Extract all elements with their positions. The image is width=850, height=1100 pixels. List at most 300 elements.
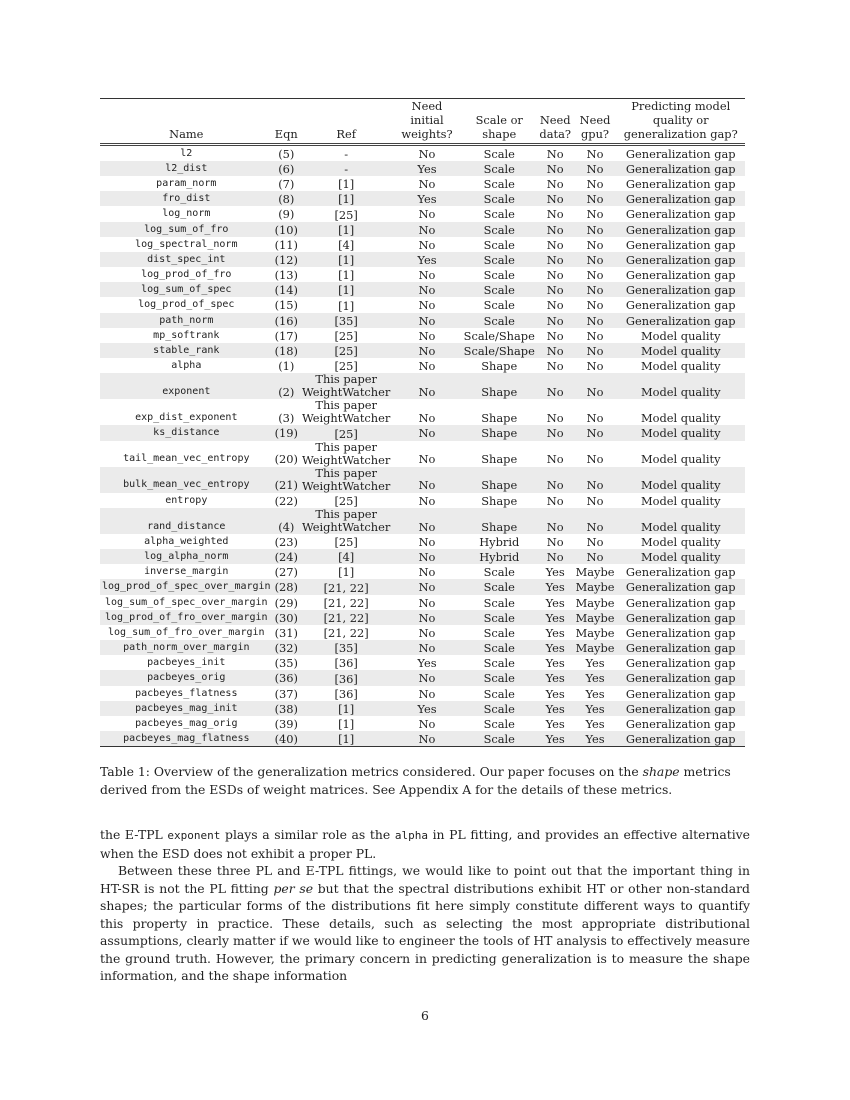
cell-gpu: No: [586, 534, 604, 549]
cell-ref: This paper WeightWatcher: [301, 372, 391, 400]
cell-pred: Generalization gap: [625, 610, 736, 625]
cell-scale: Scale: [483, 686, 515, 701]
cell-pred: Generalization gap: [625, 686, 736, 701]
table-row: [100, 564, 745, 579]
cell-gpu: No: [586, 146, 604, 161]
cell-gpu: Maybe: [575, 610, 615, 625]
text: in PL fitting, and provides an effective alternative when the ESD does not exhibit a proper PL.: [100, 827, 751, 861]
cell-name: mp_softrank: [153, 329, 220, 341]
cell-pred: Generalization gap: [625, 237, 736, 252]
cell-name: pacbeyes_init: [147, 657, 226, 669]
cell-data: No: [546, 313, 564, 328]
cell-data: No: [546, 452, 564, 467]
table-row: [100, 313, 745, 328]
cell-name: pacbeyes_mag_orig: [135, 718, 238, 730]
metrics-table: [100, 98, 745, 747]
column-header: Need initial weights?: [392, 99, 461, 145]
cell-ref: This paper WeightWatcher: [301, 465, 391, 493]
cell-ref: [21, 22]: [323, 580, 369, 595]
cell-name: stable_rank: [153, 345, 220, 357]
cell-init: No: [418, 328, 436, 343]
cell-eqn: (21): [274, 478, 298, 493]
cell-init: Yes: [417, 161, 437, 176]
cell-data: Yes: [545, 717, 565, 732]
cell-pred: Generalization gap: [625, 641, 736, 656]
cell-init: No: [418, 268, 436, 283]
cell-data: Yes: [545, 625, 565, 640]
cell-gpu: No: [586, 268, 604, 283]
cell-data: Yes: [545, 595, 565, 610]
cell-gpu: Maybe: [575, 625, 615, 640]
cell-data: Yes: [545, 686, 565, 701]
cell-scale: Scale/Shape: [463, 344, 535, 359]
cell-eqn: (5): [278, 146, 295, 161]
cell-pred: Generalization gap: [625, 701, 736, 716]
table-row: [100, 534, 745, 549]
cell-data: No: [546, 385, 564, 400]
cell-scale: Scale: [483, 701, 515, 716]
cell-gpu: No: [586, 411, 604, 426]
cell-ref: This paper WeightWatcher: [301, 439, 391, 467]
cell-pred: Model quality: [640, 328, 721, 343]
cell-scale: Scale/Shape: [463, 328, 535, 343]
cell-scale: Scale: [483, 298, 515, 313]
cell-data: Yes: [545, 701, 565, 716]
cell-eqn: (13): [274, 268, 298, 283]
cell-scale: Scale: [483, 207, 515, 222]
table-header-row: [100, 99, 745, 145]
cell-data: Yes: [545, 580, 565, 595]
cell-pred: Generalization gap: [625, 717, 736, 732]
cell-pred: Generalization gap: [625, 161, 736, 176]
table-row: [100, 579, 745, 594]
table-row: [100, 716, 745, 731]
cell-gpu: No: [586, 549, 604, 564]
cell-gpu: Maybe: [575, 595, 615, 610]
table-row: [100, 328, 745, 343]
cell-ref: [36]: [334, 671, 358, 686]
cell-name: l2: [180, 147, 193, 159]
cell-pred: Generalization gap: [625, 298, 736, 313]
cell-scale: Shape: [481, 385, 518, 400]
text: but that the spectral distributions exhibit HT or other non-standard shapes; the particular forms of the distributions fit here simply constitute different ways to quantify this property in practice. These details, such as selecting the most appropriate distributional assumptions, clearly matter if we would like to engineer the tools of HT analysis to effectively measure the ground truth. However, the primary concern in predicting generalization is to measure the shape information, and the shape information: [100, 880, 750, 983]
cell-pred: Generalization gap: [625, 192, 736, 207]
cell-init: No: [418, 411, 436, 426]
cell-ref: This paper WeightWatcher: [301, 506, 391, 534]
cell-name: log_sum_of_fro_over_margin: [108, 626, 265, 638]
cell-data: No: [546, 411, 564, 426]
table-row: [100, 373, 745, 399]
table-row: [100, 670, 745, 685]
cell-data: No: [546, 192, 564, 207]
cell-init: No: [418, 610, 436, 625]
cell-gpu: No: [586, 452, 604, 467]
cell-pred: Generalization gap: [625, 252, 736, 267]
cell-gpu: No: [586, 328, 604, 343]
cell-gpu: No: [586, 298, 604, 313]
cell-pred: Generalization gap: [625, 283, 736, 298]
cell-name: alpha_weighted: [144, 535, 229, 547]
table-row: [100, 610, 745, 625]
cell-ref: [35]: [334, 313, 358, 328]
cell-name: path_norm: [159, 314, 214, 326]
cell-data: No: [546, 534, 564, 549]
cell-eqn: (15): [274, 298, 298, 313]
cell-pred: Model quality: [640, 519, 721, 534]
cell-eqn: (35): [274, 656, 298, 671]
table-row: [100, 161, 745, 176]
cell-eqn: (18): [274, 344, 298, 359]
caption-text: Table 1: Overview of the generalization metrics considered. Our paper focuses on the: [100, 764, 643, 779]
cell-init: Yes: [417, 701, 437, 716]
cell-init: No: [418, 534, 436, 549]
cell-ref: [21, 22]: [323, 626, 369, 641]
cell-pred: Generalization gap: [625, 222, 736, 237]
cell-data: Yes: [545, 641, 565, 656]
cell-init: No: [418, 595, 436, 610]
cell-ref: [1]: [338, 298, 355, 313]
cell-eqn: (31): [274, 625, 298, 640]
cell-init: No: [418, 313, 436, 328]
cell-gpu: No: [586, 252, 604, 267]
cell-ref: [4]: [338, 550, 355, 565]
cell-data: Yes: [545, 732, 565, 747]
cell-name: log_sum_of_spec_over_margin: [105, 596, 268, 608]
cell-eqn: (6): [278, 161, 295, 176]
text: plays a similar role as the: [220, 827, 395, 842]
cell-name: inverse_margin: [144, 566, 229, 578]
cell-gpu: Yes: [585, 717, 605, 732]
body-text: [100, 826, 750, 985]
cell-name: path_norm_over_margin: [123, 642, 250, 654]
cell-init: No: [418, 686, 436, 701]
cell-name: log_prod_of_spec_over_margin: [102, 581, 271, 593]
table-row: [100, 358, 745, 373]
cell-init: No: [418, 717, 436, 732]
cell-scale: Scale: [483, 146, 515, 161]
cell-gpu: No: [586, 222, 604, 237]
cell-scale: Shape: [481, 411, 518, 426]
cell-scale: Scale: [483, 176, 515, 191]
table-row: [100, 493, 745, 508]
cell-ref: [25]: [334, 329, 358, 344]
page-number: 6: [421, 1008, 429, 1023]
cell-ref: [25]: [334, 359, 358, 374]
column-header: Name: [100, 99, 273, 145]
cell-gpu: No: [586, 359, 604, 374]
cell-scale: Scale: [483, 580, 515, 595]
cell-gpu: No: [586, 313, 604, 328]
column-header: Predicting model quality or generalization gap?: [616, 99, 745, 145]
cell-init: No: [418, 732, 436, 747]
cell-data: No: [546, 478, 564, 493]
cell-data: No: [546, 207, 564, 222]
cell-scale: Shape: [481, 452, 518, 467]
cell-name: param_norm: [156, 177, 217, 189]
cell-eqn: (40): [274, 732, 298, 747]
cell-name: log_sum_of_spec: [141, 284, 232, 296]
table-row: [100, 595, 745, 610]
cell-scale: Scale: [483, 641, 515, 656]
cell-name: tail_mean_vec_entropy: [123, 453, 250, 465]
cell-pred: Model quality: [640, 344, 721, 359]
table-row: [100, 686, 745, 701]
cell-init: No: [418, 385, 436, 400]
cell-eqn: (2): [278, 385, 295, 400]
table-row: [100, 343, 745, 358]
cell-name: exponent: [162, 386, 211, 398]
cell-pred: Model quality: [640, 478, 721, 493]
table-row: [100, 206, 745, 221]
cell-init: No: [418, 625, 436, 640]
cell-data: No: [546, 146, 564, 161]
cell-eqn: (19): [274, 426, 298, 441]
cell-init: Yes: [417, 252, 437, 267]
cell-data: No: [546, 328, 564, 343]
cell-eqn: (14): [274, 283, 298, 298]
cell-scale: Shape: [481, 359, 518, 374]
cell-init: No: [418, 344, 436, 359]
cell-init: No: [418, 237, 436, 252]
cell-scale: Shape: [481, 478, 518, 493]
paragraph: [100, 862, 750, 985]
cell-pred: Model quality: [640, 534, 721, 549]
cell-scale: Shape: [481, 493, 518, 508]
table-row: [100, 176, 745, 191]
table-row: [100, 640, 745, 655]
cell-eqn: (27): [274, 565, 298, 580]
cell-init: No: [418, 426, 436, 441]
cell-eqn: (10): [274, 222, 298, 237]
cell-scale: Scale: [483, 610, 515, 625]
cell-ref: [1]: [338, 732, 355, 747]
cell-init: No: [418, 478, 436, 493]
cell-data: No: [546, 237, 564, 252]
cell-ref: [21, 22]: [323, 595, 369, 610]
cell-eqn: (28): [274, 580, 298, 595]
cell-init: No: [418, 283, 436, 298]
table-row: [100, 549, 745, 564]
cell-ref: This paper WeightWatcher: [301, 398, 391, 426]
cell-init: No: [418, 176, 436, 191]
table-row: [100, 297, 745, 312]
cell-pred: Generalization gap: [625, 176, 736, 191]
cell-ref: [25]: [334, 426, 358, 441]
cell-scale: Scale: [483, 565, 515, 580]
cell-eqn: (22): [274, 493, 298, 508]
cell-pred: Generalization gap: [625, 207, 736, 222]
cell-data: No: [546, 222, 564, 237]
cell-eqn: (4): [278, 519, 295, 534]
column-header: Need gpu?: [574, 99, 617, 145]
cell-eqn: (23): [274, 534, 298, 549]
cell-eqn: (38): [274, 701, 298, 716]
cell-scale: Scale: [483, 283, 515, 298]
cell-name: l2_dist: [165, 162, 208, 174]
cell-eqn: (30): [274, 610, 298, 625]
table-row: [100, 625, 745, 640]
cell-gpu: Yes: [585, 671, 605, 686]
cell-init: No: [418, 222, 436, 237]
cell-scale: Scale: [483, 252, 515, 267]
cell-init: No: [418, 493, 436, 508]
cell-ref: [1]: [338, 253, 355, 268]
cell-ref: [25]: [334, 344, 358, 359]
cell-ref: [1]: [338, 717, 355, 732]
cell-gpu: No: [586, 161, 604, 176]
cell-init: No: [418, 452, 436, 467]
cell-data: No: [546, 549, 564, 564]
table-row: [100, 467, 745, 493]
cell-init: No: [418, 519, 436, 534]
cell-name: dist_spec_int: [147, 253, 226, 265]
table-row: [100, 252, 745, 267]
cell-name: log_norm: [162, 208, 211, 220]
cell-ref: [1]: [338, 192, 355, 207]
cell-init: No: [418, 641, 436, 656]
cell-eqn: (12): [274, 252, 298, 267]
cell-init: No: [418, 580, 436, 595]
cell-eqn: (39): [274, 717, 298, 732]
cell-init: Yes: [417, 192, 437, 207]
table-row: [100, 655, 745, 670]
cell-ref: [1]: [338, 565, 355, 580]
code-term: exponent: [167, 829, 221, 842]
cell-ref: [21, 22]: [323, 610, 369, 625]
cell-init: No: [418, 565, 436, 580]
cell-ref: [1]: [338, 268, 355, 283]
cell-data: No: [546, 493, 564, 508]
cell-pred: Generalization gap: [625, 625, 736, 640]
table-row: [100, 508, 745, 534]
cell-scale: Hybrid: [479, 549, 520, 564]
cell-gpu: No: [586, 192, 604, 207]
cell-ref: [1]: [338, 222, 355, 237]
cell-name: log_spectral_norm: [135, 238, 238, 250]
cell-name: pacbeyes_flatness: [135, 687, 238, 699]
column-header: Ref: [300, 99, 392, 145]
cell-ref: -: [344, 161, 349, 176]
cell-pred: Model quality: [640, 411, 721, 426]
cell-eqn: (37): [274, 686, 298, 701]
cell-scale: Scale: [483, 222, 515, 237]
table-row: [100, 144, 745, 161]
cell-gpu: Maybe: [575, 580, 615, 595]
cell-gpu: No: [586, 519, 604, 534]
cell-data: No: [546, 359, 564, 374]
cell-init: No: [418, 671, 436, 686]
code-term: alpha: [394, 829, 428, 842]
cell-gpu: Maybe: [575, 641, 615, 656]
cell-scale: Scale: [483, 671, 515, 686]
cell-eqn: (7): [278, 176, 295, 191]
cell-eqn: (17): [274, 328, 298, 343]
cell-name: pacbeyes_mag_flatness: [123, 733, 250, 745]
cell-init: No: [418, 146, 436, 161]
cell-eqn: (32): [274, 641, 298, 656]
cell-eqn: (20): [274, 452, 298, 467]
cell-ref: -: [344, 146, 349, 161]
cell-ref: [25]: [334, 493, 358, 508]
cell-ref: [25]: [334, 207, 358, 222]
table-row: [100, 731, 745, 747]
cell-name: log_prod_of_spec: [138, 299, 235, 311]
cell-init: No: [418, 298, 436, 313]
cell-pred: Generalization gap: [625, 656, 736, 671]
cell-ref: [25]: [334, 534, 358, 549]
cell-gpu: No: [586, 426, 604, 441]
cell-pred: Model quality: [640, 359, 721, 374]
cell-scale: Scale: [483, 268, 515, 283]
table-row: [100, 267, 745, 282]
cell-ref: [36]: [334, 686, 358, 701]
cell-name: log_alpha_norm: [144, 550, 229, 562]
cell-name: exp_dist_exponent: [135, 412, 238, 424]
cell-eqn: (3): [278, 411, 295, 426]
cell-ref: [4]: [338, 237, 355, 252]
cell-name: pacbeyes_mag_init: [135, 702, 238, 714]
cell-name: bulk_mean_vec_entropy: [123, 479, 250, 491]
table-caption: [100, 763, 750, 799]
emphasis: per se: [273, 880, 314, 896]
cell-eqn: (16): [274, 313, 298, 328]
cell-pred: Model quality: [640, 385, 721, 400]
cell-name: log_prod_of_fro: [141, 269, 232, 281]
cell-gpu: Maybe: [575, 565, 615, 580]
table-row: [100, 222, 745, 237]
paragraph: [100, 826, 750, 862]
column-header: Scale or shape: [462, 99, 537, 145]
cell-eqn: (9): [278, 207, 295, 222]
cell-scale: Scale: [483, 595, 515, 610]
cell-gpu: Yes: [585, 701, 605, 716]
cell-scale: Scale: [483, 237, 515, 252]
cell-gpu: No: [586, 493, 604, 508]
cell-pred: Generalization gap: [625, 595, 736, 610]
cell-gpu: Yes: [585, 686, 605, 701]
cell-name: log_sum_of_fro: [144, 223, 229, 235]
cell-init: No: [418, 549, 436, 564]
cell-name: pacbeyes_orig: [147, 672, 226, 684]
table-row: [100, 701, 745, 716]
cell-ref: [1]: [338, 177, 355, 192]
cell-eqn: (24): [274, 549, 298, 564]
cell-name: rand_distance: [147, 520, 226, 532]
cell-name: alpha: [171, 360, 202, 372]
cell-data: No: [546, 252, 564, 267]
cell-gpu: No: [586, 344, 604, 359]
cell-name: entropy: [165, 494, 208, 506]
cell-scale: Shape: [481, 426, 518, 441]
cell-eqn: (29): [274, 595, 298, 610]
column-header: Need data?: [537, 99, 574, 145]
cell-ref: [36]: [334, 656, 358, 671]
cell-scale: Scale: [483, 732, 515, 747]
caption-emphasis: shape: [642, 764, 680, 779]
cell-pred: Generalization gap: [625, 580, 736, 595]
cell-pred: Generalization gap: [625, 671, 736, 686]
cell-scale: Scale: [483, 717, 515, 732]
cell-ref: [1]: [338, 283, 355, 298]
cell-data: No: [546, 519, 564, 534]
column-header: Eqn: [273, 99, 300, 145]
cell-gpu: Yes: [585, 732, 605, 747]
cell-pred: Generalization gap: [625, 268, 736, 283]
cell-init: No: [418, 359, 436, 374]
cell-pred: Model quality: [640, 549, 721, 564]
cell-eqn: (8): [278, 192, 295, 207]
cell-scale: Scale: [483, 656, 515, 671]
